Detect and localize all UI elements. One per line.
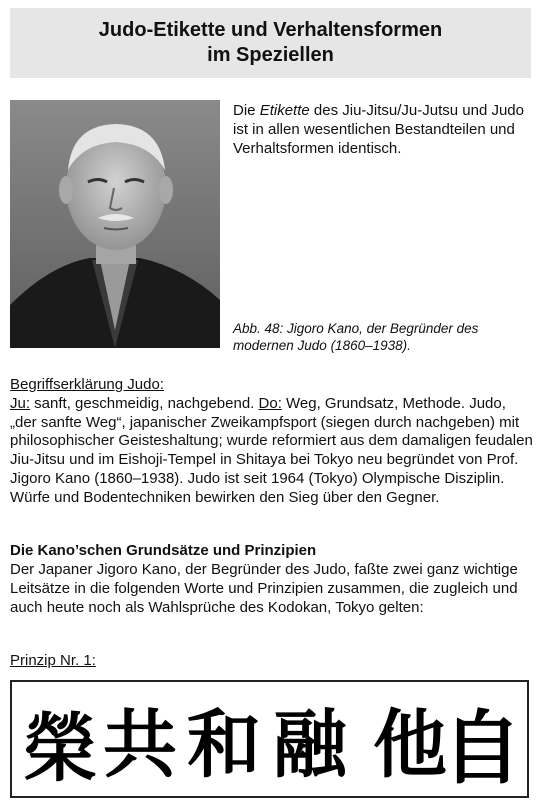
figure-caption: Abb. 48: Jigoro Kano, der Begründer des modernen Judo (1860–1938). — [233, 321, 479, 353]
kanji-char-6: 自 — [442, 702, 522, 795]
principles-paragraph: Der Japaner Jigoro Kano, der Begründer des Judo, faßte zwei ganz wichtige Leitsätze in die folgenden Worte und Prinzipien zusammen, die zugleich und auch heute noch als Wahlsprüche des Kodokan, Tokyo gelten: — [10, 561, 518, 616]
term-do-meaning: Weg, Grundsatz, Methode. — [281, 394, 466, 412]
intro-emphasis-etikette: Etikette — [259, 102, 310, 119]
term-do: Do: — [258, 394, 282, 412]
kanji-char-2: 共 — [103, 702, 177, 788]
definitions-text — [10, 395, 535, 508]
judo-description: Judo, „der sanfte Weg“, japanischer Zweikampfsport (siegen durch nachgeben) mit philosophischer Geisteshaltung; wurde reformiert aus dem damaligen feudalen Jiu-Jitsu und im Eishoji-Tempel in Shitaya bei Tokyo neu begründet von Prof. Jigoro Kano (1860–1938). Judo ist seit 1964 (Tokyo) Olympische Disziplin. Würfe und Bodentechniken bewirken den Sieg über den Gegner. — [10, 394, 533, 506]
intro-paragraph — [233, 101, 533, 158]
kanji-char-1: 榮 — [23, 706, 97, 792]
intro-text-end: des Jiu-Jitsu/Ju-Jutsu und Judo ist in allen wesentlichen Bestandteilen und Verhaltsformen identisch. — [233, 102, 524, 157]
calligraphy-panel — [10, 680, 529, 798]
page-title-banner — [10, 8, 531, 78]
principles-heading: Die Kano’schen Grundsätze und Prinzipien — [10, 542, 317, 559]
portrait-photo-jigoro-kano — [10, 100, 220, 348]
kanji-char-4: 融 — [273, 702, 347, 788]
kanji-char-3: 和 — [187, 702, 261, 788]
page-title-line-1: Judo-Etikette und Verhaltensformen — [98, 19, 443, 41]
term-ju: Ju: — [10, 394, 31, 412]
calligraphy-graphic — [12, 682, 527, 796]
intro-text-start: Die — [233, 102, 260, 119]
page-title-line-2: im Speziellen — [207, 44, 334, 66]
principle-1-label: Prinzip Nr. 1: — [10, 652, 96, 669]
kanji-char-5: 他 — [373, 702, 447, 788]
term-ju-meaning: sanft, geschmeidig, nachgebend. — [30, 394, 259, 412]
portrait-illustration — [10, 100, 220, 348]
definitions-heading: Begriffserklärung Judo: — [10, 376, 164, 393]
definitions-block — [10, 376, 535, 508]
